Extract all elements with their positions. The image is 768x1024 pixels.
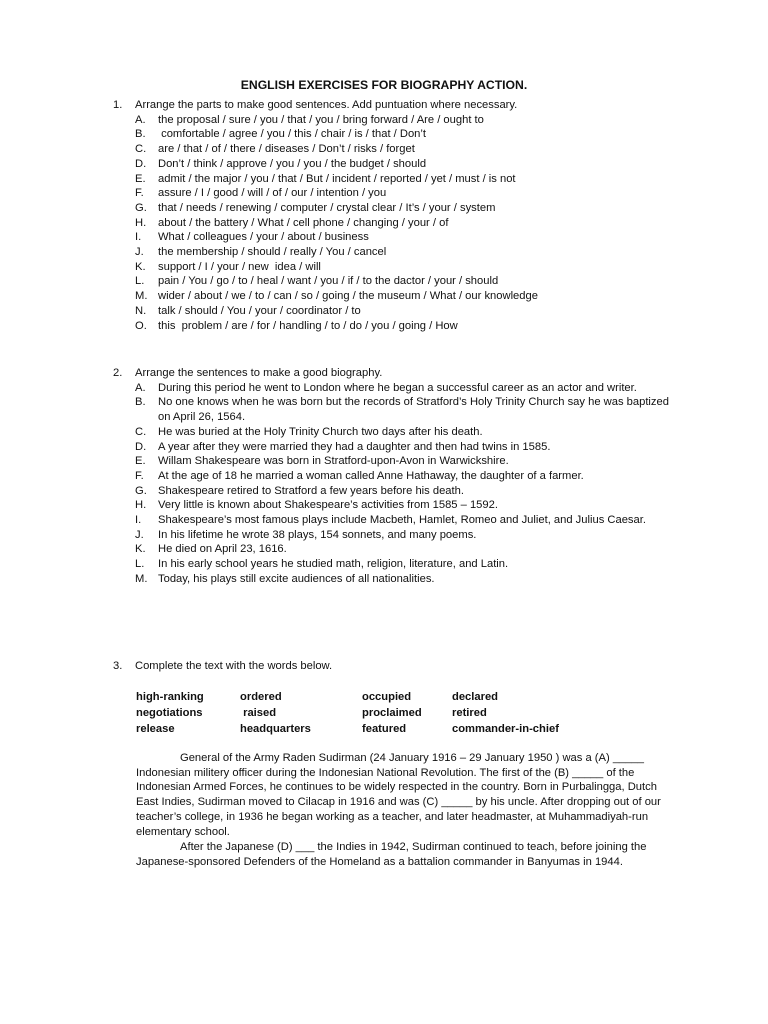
item-text: talk / should / You / your / coordinator / to <box>158 304 361 317</box>
section-number: 2. <box>113 367 123 379</box>
item-text: Today, his plays still excite audiences of all nationalities. <box>158 572 435 585</box>
word-bank-word: featured <box>362 723 407 735</box>
list-item <box>113 216 673 231</box>
list-item <box>113 513 673 528</box>
item-text: In his lifetime he wrote 38 plays, 154 sonnets, and many poems. <box>158 528 477 541</box>
item-text: Shakespeare retired to Stratford a few years before his death. <box>158 484 464 497</box>
item-letter: B. <box>135 128 146 141</box>
section-3-instruction <box>113 659 673 674</box>
item-letter: B. <box>135 396 146 409</box>
word-bank-word: headquarters <box>240 723 311 735</box>
list-item <box>113 245 673 260</box>
list-item <box>113 528 673 543</box>
item-letter: G. <box>135 201 147 214</box>
page-title: ENGLISH EXERCISES FOR BIOGRAPHY ACTION. <box>240 78 528 92</box>
list-item <box>113 484 673 499</box>
list-item <box>113 172 673 187</box>
section-2-instruction <box>113 366 673 381</box>
section-2 <box>113 366 673 587</box>
item-letter: M. <box>135 572 148 585</box>
section-number: 3. <box>113 660 123 672</box>
list-item <box>113 440 673 455</box>
list-item <box>113 142 673 157</box>
item-text: this problem / are / for / handling / to / do / you / going / How <box>158 319 458 332</box>
instruction-text: Arrange the sentences to make a good biography. <box>135 367 383 379</box>
item-letter: D. <box>135 440 147 453</box>
item-letter: F. <box>135 187 144 200</box>
item-letter: I. <box>135 231 142 244</box>
item-letter: E. <box>135 455 146 468</box>
item-text: the proposal / sure / you / that / you / bring forward / Are / ought to <box>158 113 484 126</box>
item-letter: K. <box>135 260 146 273</box>
item-text: pain / You / go / to / heal / want / you / if / to the dactor / your / should <box>158 275 499 288</box>
item-letter: A. <box>135 113 146 126</box>
word-bank-word: retired <box>452 707 487 719</box>
item-text: support / I / your / new idea / will <box>158 260 321 273</box>
item-letter: L. <box>135 558 145 571</box>
item-text: about / the battery / What / cell phone / changing / your / of <box>158 216 449 229</box>
item-text: What / colleagues / your / about / business <box>158 231 369 244</box>
item-text: assure / I / good / will / of / our / intention / you <box>158 187 387 200</box>
item-letter: H. <box>135 499 147 512</box>
item-letter: O. <box>135 319 147 332</box>
list-item <box>113 201 673 216</box>
list-item <box>113 557 673 572</box>
item-letter: G. <box>135 484 147 497</box>
passage-paragraph-2: After the Japanese (D) ___ the Indies in 1942, Sudirman continued to teach, before joining the Japanese-sponsored Defenders of the Homeland as a battalion commander in Banyumas in 1944. <box>136 841 647 868</box>
word-bank-word: release <box>136 723 175 735</box>
exercise-list <box>113 381 673 587</box>
word-bank-word: proclaimed <box>362 707 422 719</box>
list-item <box>113 304 673 319</box>
item-text: admit / the major / you / that / But / incident / reported / yet / must / is not <box>158 172 516 185</box>
item-letter: C. <box>135 425 147 438</box>
list-item <box>113 127 673 142</box>
section-1-instruction <box>113 98 673 113</box>
item-letter: F. <box>135 469 144 482</box>
item-letter: J. <box>135 246 144 259</box>
item-text: In his early school years he studied math, religion, literature, and Latin. <box>158 558 509 571</box>
list-item <box>113 157 673 172</box>
exercise-list <box>113 113 673 334</box>
instruction-text: Complete the text with the words below. <box>135 660 333 672</box>
item-text: comfortable / agree / you / this / chair / is / that / Don’t <box>158 128 426 141</box>
item-text: A year after they were married they had a daughter and then had twins in 1585. <box>158 440 551 453</box>
item-letter: C. <box>135 143 147 156</box>
item-text: No one knows when he was born but the records of Stratford’s Holy Trinity Church say he was baptized on April 26, 1564. <box>158 396 673 424</box>
item-letter: A. <box>135 381 146 394</box>
word-bank-word: high-ranking <box>136 691 204 703</box>
list-item <box>113 498 673 513</box>
item-letter: J. <box>135 528 144 541</box>
item-text: Don’t / think / approve / you / you / the budget / should <box>158 157 427 170</box>
item-letter: I. <box>135 514 142 527</box>
item-text: At the age of 18 he married a woman called Anne Hathaway, the daughter of a farmer. <box>158 469 584 482</box>
word-bank-word: declared <box>452 691 499 703</box>
word-bank-word: negotiations <box>136 707 203 719</box>
item-text: Shakespeare’s most famous plays include Macbeth, Hamlet, Romeo and Juliet, and Julius Caesar. <box>158 514 646 527</box>
list-item <box>113 425 673 440</box>
list-item <box>113 454 673 469</box>
word-bank-word: raised <box>240 707 277 719</box>
list-item <box>113 289 673 304</box>
list-item <box>113 469 673 484</box>
list-item <box>113 381 673 396</box>
item-text: He died on April 23, 1616. <box>158 543 287 556</box>
item-text: are / that / of / there / diseases / Don’t / risks / forget <box>158 143 415 156</box>
list-item <box>113 319 673 334</box>
section-1 <box>113 98 673 333</box>
item-letter: K. <box>135 543 146 556</box>
item-text: Willam Shakespeare was born in Stratford-upon-Avon in Warwickshire. <box>158 455 509 468</box>
item-letter: E. <box>135 172 146 185</box>
list-item <box>113 186 673 201</box>
item-text: During this period he went to London where he began a successful career as an actor and writer. <box>158 381 637 394</box>
passage-paragraph-1: General of the Army Raden Sudirman (24 January 1916 – 29 January 1950 ) was a (A) _____ Indonesian militery officer during the Indonesian National Revolution. The first of the (B) _____ of the Indonesian Armed Forces, he continues to be widely respected in the country. Born in Purbalingga, Dutch East Indies, Sudirman moved to Cilacap in 1916 and was (C) _____ by his uncle. After dropping out of our teacher’s college, in 1936 he began working as a teacher, and later headmaster, at Muhammadiyah-run elementary school. <box>136 752 661 838</box>
list-item <box>113 230 673 245</box>
instruction-text: Arrange the parts to make good sentences. Add puntuation where necessary. <box>135 99 518 111</box>
word-bank-word: ordered <box>240 691 282 703</box>
item-text: wider / about / we / to / can / so / going / the museum / What / our knowledge <box>158 290 538 303</box>
item-letter: L. <box>135 275 145 288</box>
item-text: Very little is known about Shakespeare’s activities from 1585 – 1592. <box>158 499 498 512</box>
section-3 <box>113 659 673 674</box>
item-letter: D. <box>135 157 147 170</box>
list-item <box>113 113 673 128</box>
item-text: the membership / should / really / You / cancel <box>158 246 387 259</box>
list-item <box>113 542 673 557</box>
list-item <box>113 274 673 289</box>
item-letter: M. <box>135 290 148 303</box>
item-letter: N. <box>135 304 147 317</box>
item-text: He was buried at the Holy Trinity Church two days after his death. <box>158 425 483 438</box>
section-number: 1. <box>113 99 123 111</box>
word-bank-word: occupied <box>362 691 412 703</box>
list-item <box>113 395 673 424</box>
word-bank-word: commander-in-chief <box>452 723 559 735</box>
item-letter: H. <box>135 216 147 229</box>
list-item <box>113 572 673 587</box>
list-item <box>113 260 673 275</box>
item-text: that / needs / renewing / computer / crystal clear / It’s / your / system <box>158 201 496 214</box>
